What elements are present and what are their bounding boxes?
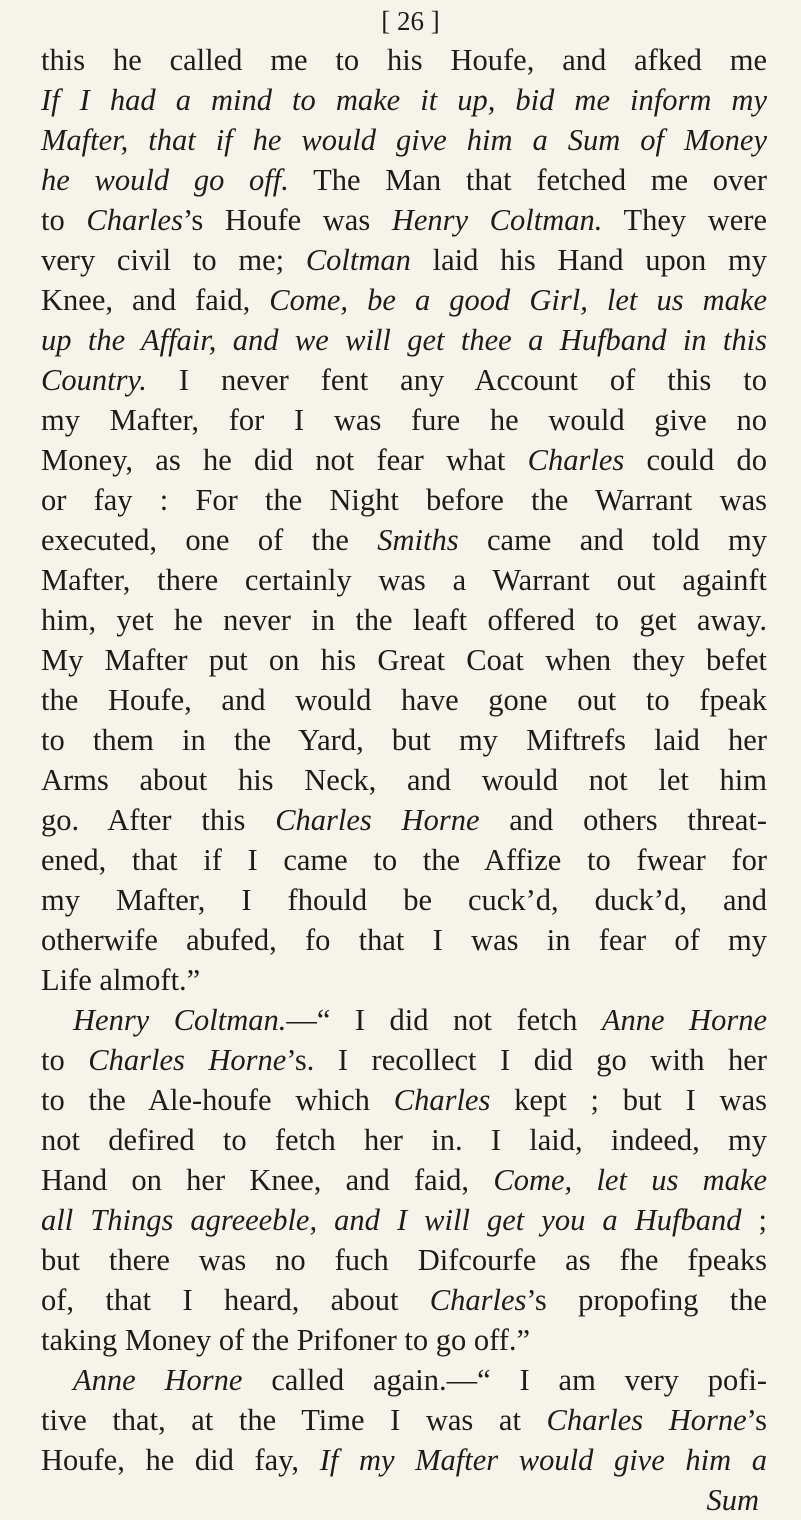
text-run: go. After this	[41, 803, 276, 837]
text-line	[41, 1360, 767, 1400]
text-line	[41, 600, 767, 640]
text-run: could do	[624, 443, 767, 477]
text-run: They were	[602, 203, 767, 237]
text-line	[41, 720, 767, 760]
text-run: to them in the Yard, but my Miftrefs laid her	[41, 723, 767, 757]
text-line	[41, 1440, 767, 1480]
text-line	[41, 1280, 767, 1320]
text-line	[41, 1040, 767, 1080]
text-line	[41, 40, 767, 80]
text-run: tive that, at the Time I was at	[41, 1403, 547, 1437]
text-line	[41, 840, 767, 880]
italic-text: Smiths	[377, 523, 459, 557]
text-run: Life almoft.”	[41, 963, 201, 997]
text-run: of, that I heard, about	[41, 1283, 430, 1317]
text-line	[41, 480, 767, 520]
italic-text: Charles Horne	[275, 803, 480, 837]
text-run: called again.—“ I am very pofi-	[242, 1363, 768, 1397]
text-run: kept ; but I was	[490, 1083, 767, 1117]
italic-text: Anne Horne	[601, 1003, 767, 1037]
text-line	[41, 240, 767, 280]
text-line	[41, 400, 767, 440]
text-run: but there was no fuch Difcourfe as fhe fpeaks	[41, 1243, 767, 1277]
italic-text: Mafter, that if he would give him a Sum of Money	[41, 123, 767, 157]
page-number: [ 26 ]	[381, 6, 440, 36]
text-line	[41, 1400, 767, 1440]
italic-text: Charles	[86, 203, 183, 237]
text-run: Money, as he did not fear what	[41, 443, 528, 477]
text-run: to	[41, 1043, 89, 1077]
text-line	[41, 360, 767, 400]
text-run: taking Money of the Prifoner to go off.”	[41, 1323, 531, 1357]
text-run: Hand on her Knee, and faid,	[41, 1163, 494, 1197]
text-line	[41, 520, 767, 560]
text-line	[41, 680, 767, 720]
italic-text: Anne Horne	[73, 1363, 243, 1397]
text-run: came and told my	[458, 523, 767, 557]
text-line	[41, 760, 767, 800]
text-run: and others threat-	[479, 803, 767, 837]
italic-text: he would go off.	[41, 163, 289, 197]
text-run: to the Ale-houfe which	[41, 1083, 394, 1117]
italic-text: Henry Coltman.	[391, 203, 603, 237]
text-run: not defired to fetch her in. I laid, indeed, my	[41, 1123, 767, 1157]
text-line	[41, 1160, 767, 1200]
text-line	[41, 920, 767, 960]
text-line	[41, 1320, 767, 1360]
text-line	[41, 560, 767, 600]
text-run: laid his Hand upon my	[410, 243, 767, 277]
italic-text: Charles	[527, 443, 625, 477]
italic-text: all Things agreeeble, and I will get you a Hufband	[41, 1203, 742, 1237]
text-run: Mafter, there certainly was a Warrant out againft	[41, 563, 767, 597]
text-line	[41, 120, 767, 160]
italic-text: Come, be a good Girl, let us make	[269, 283, 767, 317]
text-line	[41, 1240, 767, 1280]
text-line	[41, 1120, 767, 1160]
text-run: him, yet he never in the leaft offered to get away.	[41, 603, 767, 637]
italic-text: Come, let us make	[493, 1163, 767, 1197]
text-run: ’s	[746, 1403, 768, 1437]
text-line	[41, 80, 767, 120]
text-line	[41, 200, 767, 240]
text-run: ened, that if I came to the Affize to fwear for	[41, 843, 767, 877]
text-run: very civil to me;	[41, 243, 306, 277]
text-run: or fay : For the Night before the Warrant was	[41, 483, 767, 517]
italic-text: Henry Coltman.	[73, 1003, 287, 1037]
text-run: my Mafter, I fhould be cuck’d, duck’d, and	[41, 883, 767, 917]
text-run: otherwife abufed, fo that I was in fear of my	[41, 923, 767, 957]
text-line	[41, 1080, 767, 1120]
text-run: —“ I did not fetch	[286, 1003, 602, 1037]
text-line	[41, 800, 767, 840]
italic-text: If my Mafter would give him a	[319, 1443, 767, 1477]
text-line	[41, 880, 767, 920]
text-line	[41, 160, 767, 200]
text-line	[41, 280, 767, 320]
text-line	[41, 640, 767, 680]
text-run: ’s. I recollect I did go with her	[286, 1043, 768, 1077]
italic-text: Charles Horne	[88, 1043, 287, 1077]
catchword: Sum	[706, 1483, 759, 1517]
text-run: to	[41, 203, 87, 237]
text-run: ;	[741, 1203, 767, 1237]
text-run: executed, one of the	[41, 523, 378, 557]
text-run: The Man that fetched me over	[288, 163, 767, 197]
text-run: the Houfe, and would have gone out to fpeak	[41, 683, 767, 717]
italic-text: Charles	[429, 1283, 527, 1317]
text-run: ’s Houfe was	[182, 203, 392, 237]
text-line	[41, 320, 767, 360]
text-line	[41, 440, 767, 480]
text-line	[41, 960, 767, 1000]
text-run: My Mafter put on his Great Coat when they befet	[41, 643, 767, 677]
text-run: Arms about his Neck, and would not let him	[41, 763, 767, 797]
text-run: this he called me to his Houfe, and afked me	[41, 43, 767, 77]
italic-text: Coltman	[305, 243, 411, 277]
text-run: Houfe, he did fay,	[41, 1443, 320, 1477]
italic-text: If I had a mind to make it up, bid me inform my	[41, 83, 767, 117]
italic-text: up the Affair, and we will get thee a Hufband in this	[41, 323, 767, 357]
italic-text: Charles Horne	[546, 1403, 747, 1437]
body-text	[41, 40, 767, 1520]
text-line	[41, 1200, 767, 1240]
text-run: my Mafter, for I was fure he would give no	[41, 403, 767, 437]
italic-text: Charles	[393, 1083, 491, 1117]
text-line	[41, 1000, 767, 1040]
text-run: Knee, and faid,	[41, 283, 270, 317]
text-run: I never fent any Account of this to	[146, 363, 767, 397]
italic-text: Country.	[41, 363, 147, 397]
text-run: ’s propofing the	[526, 1283, 767, 1317]
